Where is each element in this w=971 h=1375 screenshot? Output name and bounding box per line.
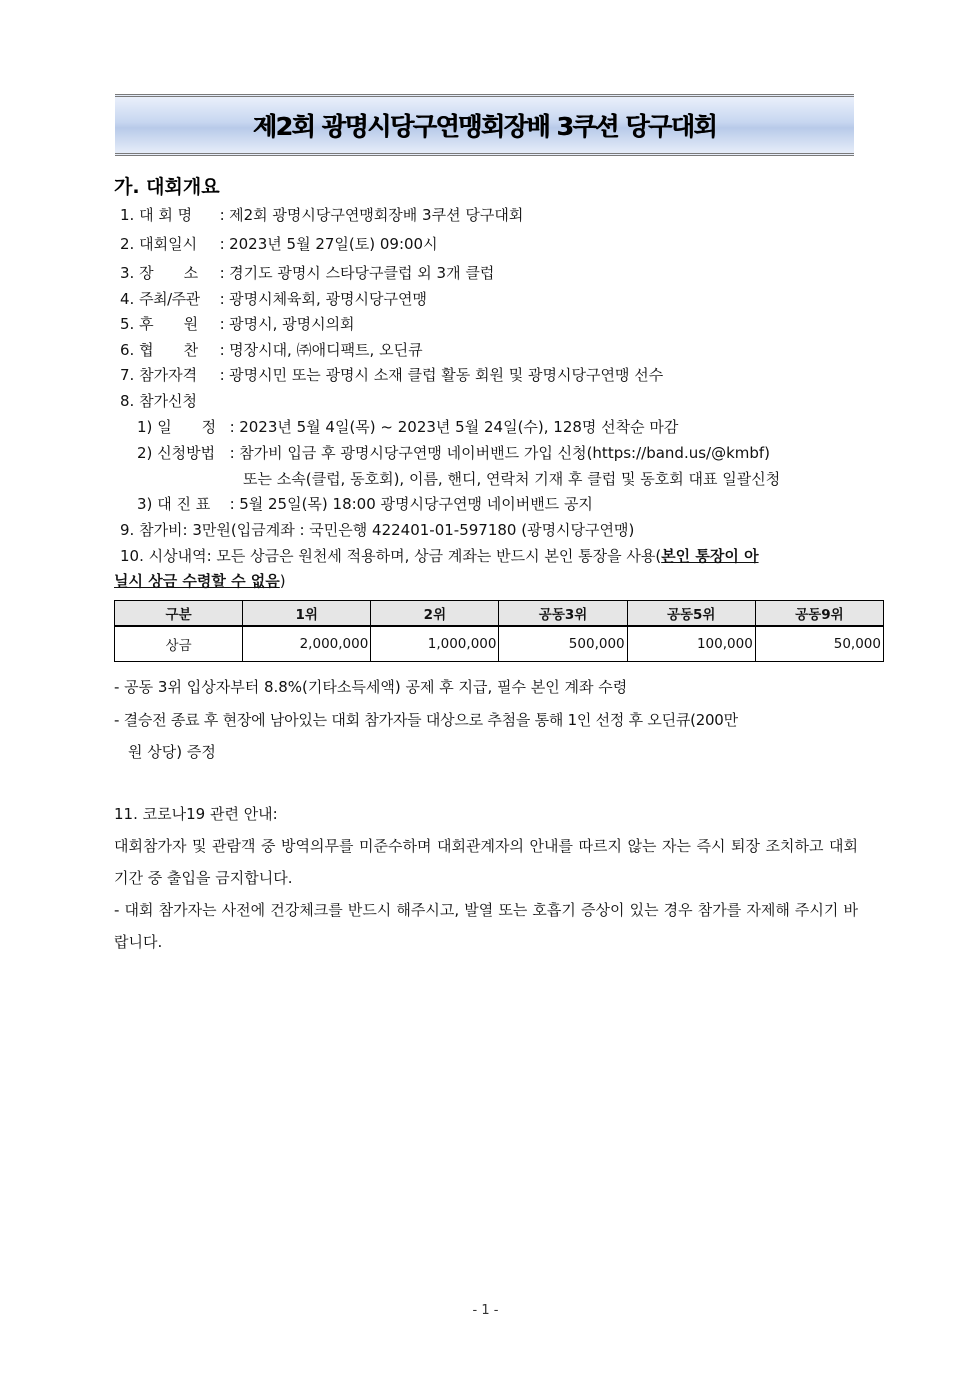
table-header: 공동9위 xyxy=(755,601,883,627)
section-heading: 가. 대회개요 xyxy=(114,176,220,198)
table-header: 구분 xyxy=(115,601,243,627)
application-method: 2) 신청방법 : 참가비 입금 후 광명시당구연맹 네이버밴드 가입 신청(https://band.us/@kmbf) xyxy=(137,444,771,462)
prize-info-line-1: 10. 시상내역: 모든 상금은 원천세 적용하며, 상금 계좌는 반드시 본인 통장을 사용(본인 통장이 아 xyxy=(120,547,759,565)
table-header: 공동5위 xyxy=(627,601,755,627)
prize-info-line-2: 닐시 상금 수령할 수 없음) xyxy=(114,572,286,590)
overview-item-venue: 3. 장 소 : 경기도 광명시 스타당구클럽 외 3개 클럽 xyxy=(120,264,495,282)
table-row-label: 상금 xyxy=(115,626,243,662)
note-draw-continued: 원 상당) 증정 xyxy=(128,743,216,761)
entry-fee: 9. 참가비: 3만원(입금계좌 : 국민은행 422401-01-597180 (광명시당구연맹) xyxy=(120,521,635,539)
table-header: 1위 xyxy=(243,601,371,627)
page-number: - 1 - xyxy=(472,1303,499,1318)
application-method-continued: 또는 소속(클럽, 동호회), 이름, 핸디, 연락처 기재 후 클럽 및 동호회 대표 일괄신청 xyxy=(243,470,781,488)
application-schedule: 1) 일 정 : 2023년 5월 4일(목) ~ 2023년 5월 24일(수), 128명 선착순 마감 xyxy=(137,418,679,436)
table-cell: 50,000 xyxy=(755,626,883,662)
prize-table xyxy=(114,600,884,662)
overview-item-date: 2. 대회일시 : 2023년 5월 27일(토) 09:00시 xyxy=(120,235,438,253)
application-bracket: 3) 대 진 표 : 5월 25일(목) 18:00 광명시당구연맹 네이버밴드 공지 xyxy=(137,495,593,513)
overview-item-name: 1. 대 회 명 : 제2회 광명시당구연맹회장배 3쿠션 당구대회 xyxy=(120,206,524,224)
table-header: 공동3위 xyxy=(499,601,627,627)
table-cell: 100,000 xyxy=(627,626,755,662)
covid-paragraph-1: 대회참가자 및 관람객 중 방역의무를 미준수하며 대회관계자의 안내를 따르지 않는 자는 즉시 퇴장 조치하고 대회기간 중 출입을 금지합니다. xyxy=(114,837,858,887)
overview-item-host: 4. 주최/주관 : 광명시체육회, 광명시당구연맹 xyxy=(120,290,428,308)
overview-item-support: 5. 후 원 : 광명시, 광명시의회 xyxy=(120,315,355,333)
covid-paragraph-2: - 대회 참가자는 사전에 건강체크를 반드시 해주시고, 발열 또는 호흡기 증상이 있는 경우 참가를 자제해 주시기 바랍니다. xyxy=(114,901,858,951)
table-cell: 500,000 xyxy=(499,626,627,662)
document-title: 제2회 광명시당구연맹회장배 3쿠션 당구대회 xyxy=(252,112,717,141)
note-tax: - 공동 3위 입상자부터 8.8%(기타소득세액) 공제 후 지급, 필수 본인 계좌 수령 xyxy=(114,678,628,696)
table-cell: 1,000,000 xyxy=(371,626,499,662)
table-header: 2위 xyxy=(371,601,499,627)
table-row xyxy=(115,626,884,662)
table-cell: 2,000,000 xyxy=(243,626,371,662)
title-banner xyxy=(115,94,854,156)
note-draw: - 결승전 종료 후 현장에 남아있는 대회 참가자들 대상으로 추첨을 통해 1인 선정 후 오딘큐(200만 xyxy=(114,711,738,729)
prize-table-header-row xyxy=(115,601,884,627)
application-heading: 8. 참가신청 xyxy=(120,392,198,410)
covid-heading: 11. 코로나19 관련 안내: xyxy=(114,805,278,823)
overview-item-eligibility: 7. 참가자격 : 광명시민 또는 광명시 소재 클럽 활동 회원 및 광명시당구연맹 선수 xyxy=(120,366,664,384)
overview-item-sponsor: 6. 협 찬 : 명장시대, ㈜애디팩트, 오딘큐 xyxy=(120,341,423,359)
